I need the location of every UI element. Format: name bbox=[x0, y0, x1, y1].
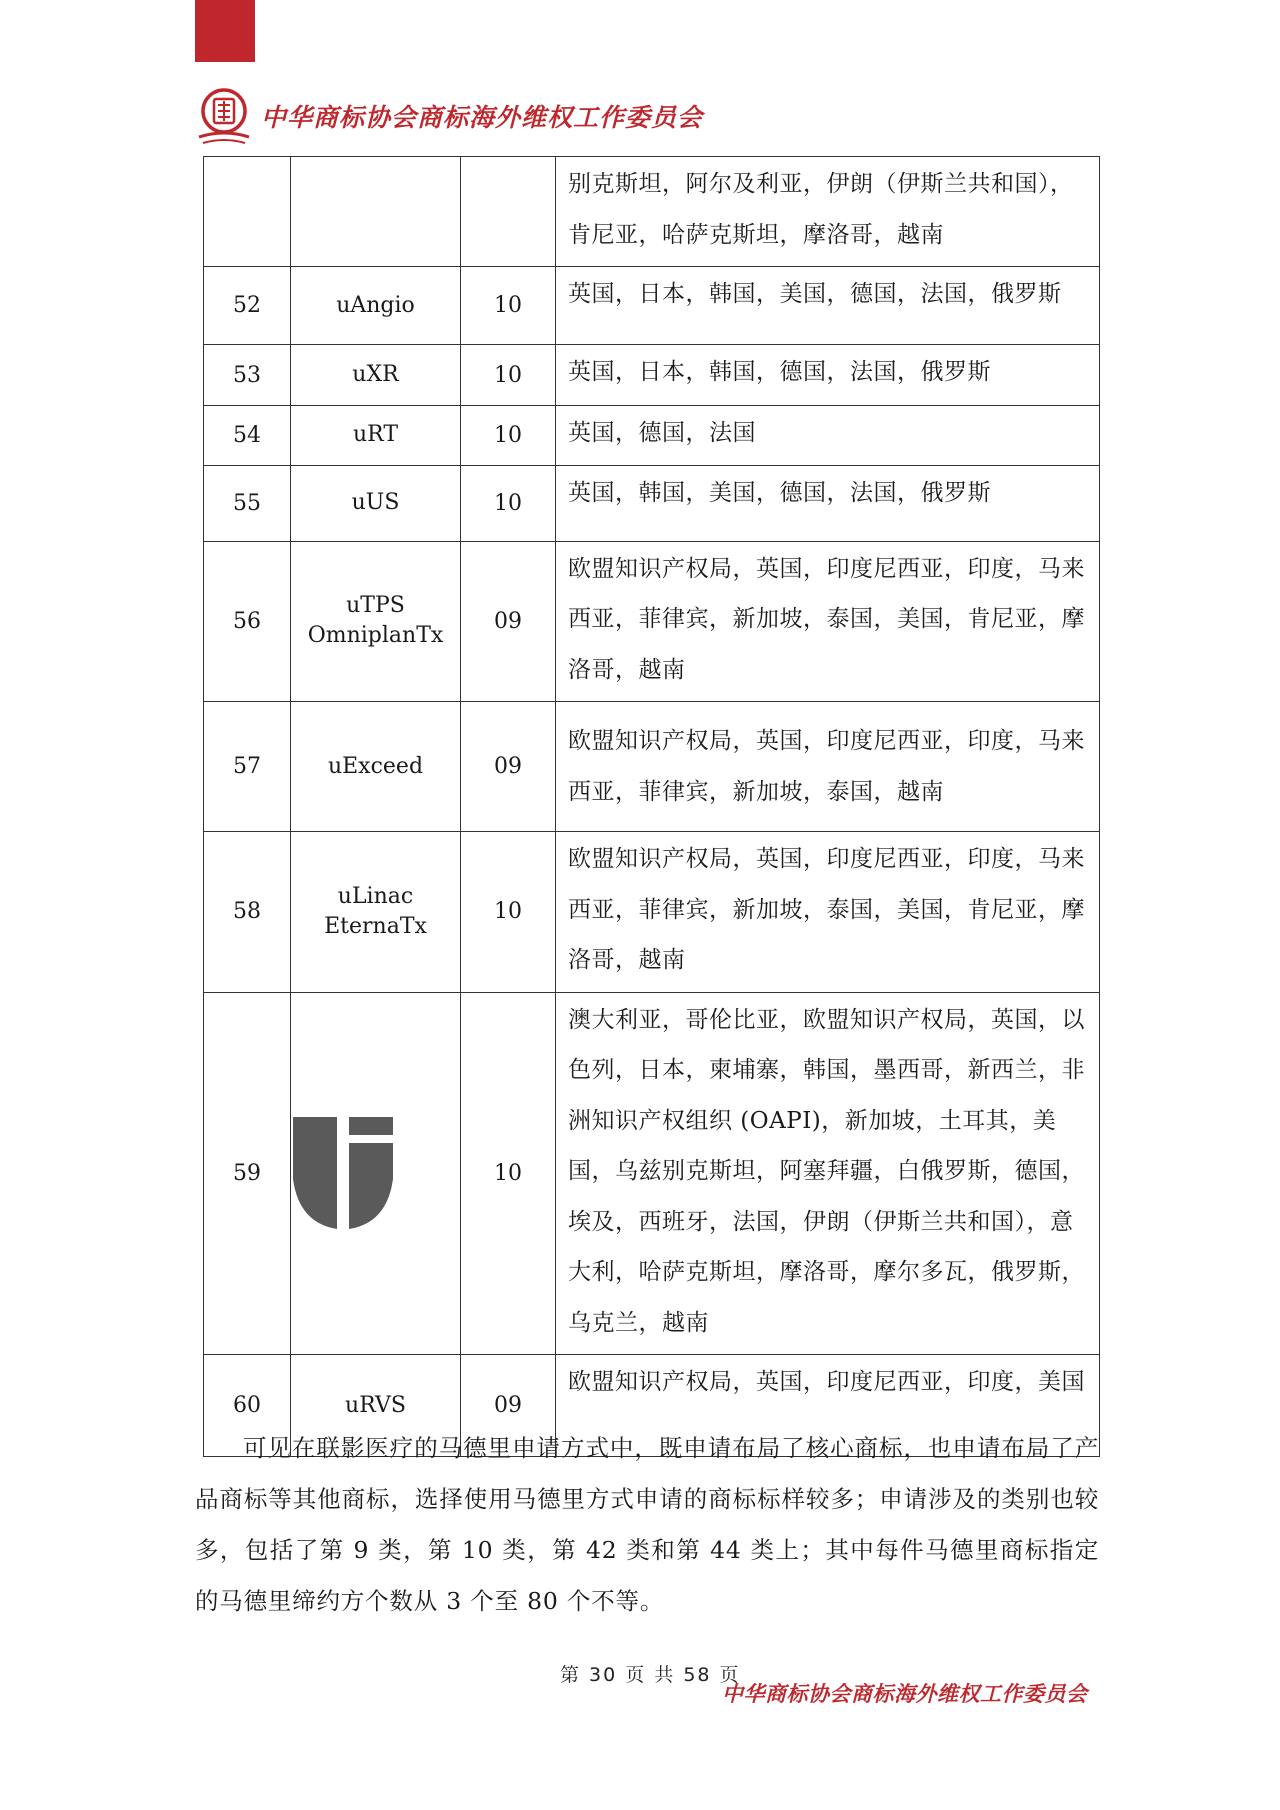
class-cell: 10 bbox=[461, 406, 556, 466]
trademark-cell bbox=[291, 832, 461, 993]
table-row bbox=[204, 406, 1100, 466]
row-number bbox=[204, 157, 291, 267]
trademark-cell bbox=[291, 992, 461, 1355]
row-number: 55 bbox=[204, 465, 291, 541]
class-cell: 10 bbox=[461, 832, 556, 993]
row-number: 59 bbox=[204, 992, 291, 1355]
trademark-text: uExceed bbox=[327, 753, 424, 779]
row-number: 52 bbox=[204, 267, 291, 345]
row-number: 54 bbox=[204, 406, 291, 466]
trademark-cell bbox=[291, 157, 461, 267]
header-title: 中华商标协会商标海外维权工作委员会 bbox=[261, 103, 704, 132]
trademark-cell bbox=[291, 267, 461, 345]
class-cell: 10 bbox=[461, 267, 556, 345]
class-cell: 09 bbox=[461, 541, 556, 702]
trademark-text: uUS bbox=[351, 490, 400, 515]
countries-cell: 欧盟知识产权局，英国，印度尼西亚，印度，美国 bbox=[556, 1355, 1100, 1457]
trademark-table bbox=[203, 156, 1100, 1457]
trademark-cell bbox=[291, 406, 461, 466]
trademark-text: uAngio bbox=[336, 292, 415, 318]
countries-cell: 英国，日本，韩国，美国，德国，法国，俄罗斯 bbox=[556, 267, 1100, 345]
row-number: 58 bbox=[204, 832, 291, 993]
trademark-text: OmniplanTx bbox=[307, 623, 444, 649]
countries-cell: 欧盟知识产权局，英国，印度尼西亚，印度，马来西亚，菲律宾，新加坡，泰国，越南 bbox=[556, 702, 1100, 832]
body-paragraph: 可见在联影医疗的马德里申请方式中，既申请布局了核心商标，也申请布局了产品商标等其他商标，选择使用马德里方式申请的商标标样较多；申请涉及的类别也较多，包括了第 9 类，第 10 类，第 42 类和第 44 类上；其中每件马德里商标指定的马德里缔约方个数从 3 个至 80 个不等。 bbox=[195, 1434, 1099, 1615]
table-row bbox=[204, 992, 1100, 1355]
page-number: 第 30 页 共 58 页 bbox=[560, 1664, 741, 1686]
shield-logo-icon bbox=[291, 1115, 395, 1231]
trademark-cell bbox=[291, 702, 461, 832]
table-row bbox=[204, 702, 1100, 832]
table-row bbox=[204, 157, 1100, 267]
row-number: 57 bbox=[204, 702, 291, 832]
countries-cell: 欧盟知识产权局，英国，印度尼西亚，印度，马来西亚，菲律宾，新加坡，泰国，美国，肯尼亚，摩洛哥，越南 bbox=[556, 541, 1100, 702]
class-cell bbox=[461, 157, 556, 267]
table-row bbox=[204, 832, 1100, 993]
seal-logo-icon bbox=[195, 85, 253, 147]
countries-cell: 别克斯坦，阿尔及利亚，伊朗（伊斯兰共和国），肯尼亚，哈萨克斯坦，摩洛哥，越南 bbox=[556, 157, 1100, 267]
table-row bbox=[204, 541, 1100, 702]
class-cell: 10 bbox=[461, 345, 556, 406]
class-cell: 09 bbox=[461, 1355, 556, 1457]
trademark-cell bbox=[291, 345, 461, 406]
footer-org-name: 中华商标协会商标海外维权工作委员会 bbox=[722, 1681, 1088, 1706]
countries-cell: 英国，韩国，美国，德国，法国，俄罗斯 bbox=[556, 465, 1100, 541]
class-cell: 09 bbox=[461, 702, 556, 832]
trademark-cell bbox=[291, 465, 461, 541]
trademark-text: EternaTx bbox=[324, 913, 427, 939]
countries-cell: 英国，德国，法国 bbox=[556, 406, 1100, 466]
trademark-text: uRVS bbox=[345, 1392, 406, 1418]
trademark-cell bbox=[291, 541, 461, 702]
table-row bbox=[204, 465, 1100, 541]
table-row bbox=[204, 267, 1100, 345]
class-cell: 10 bbox=[461, 992, 556, 1355]
corner-decoration bbox=[195, 0, 255, 62]
row-number: 56 bbox=[204, 541, 291, 702]
class-cell: 10 bbox=[461, 465, 556, 541]
page-header bbox=[195, 80, 703, 152]
row-number: 53 bbox=[204, 345, 291, 406]
countries-cell: 欧盟知识产权局，英国，印度尼西亚，印度，马来西亚，菲律宾，新加坡，泰国，美国，肯尼亚，摩洛哥，越南 bbox=[556, 832, 1100, 993]
trademark-text: uRT bbox=[352, 422, 399, 448]
countries-cell: 英国，日本，韩国，德国，法国，俄罗斯 bbox=[556, 345, 1100, 406]
trademark-text: uLinac bbox=[337, 883, 414, 909]
trademark-text: uXR bbox=[352, 362, 399, 387]
table-row bbox=[204, 345, 1100, 406]
trademark-text: uTPS bbox=[346, 593, 405, 619]
countries-cell: 澳大利亚，哥伦比亚，欧盟知识产权局，英国，以色列，日本，柬埔寨，韩国，墨西哥，新西兰，非洲知识产权组织 (OAPI)，新加坡，土耳其，美国，乌兹别克斯坦，阿塞拜疆，白俄罗斯，德国，埃及，西班牙，法国，伊朗（伊斯兰共和国），意大利，哈萨克斯坦，摩洛哥，摩尔多瓦，俄罗斯，乌克兰，越南 bbox=[556, 992, 1100, 1355]
row-number: 60 bbox=[204, 1355, 291, 1457]
